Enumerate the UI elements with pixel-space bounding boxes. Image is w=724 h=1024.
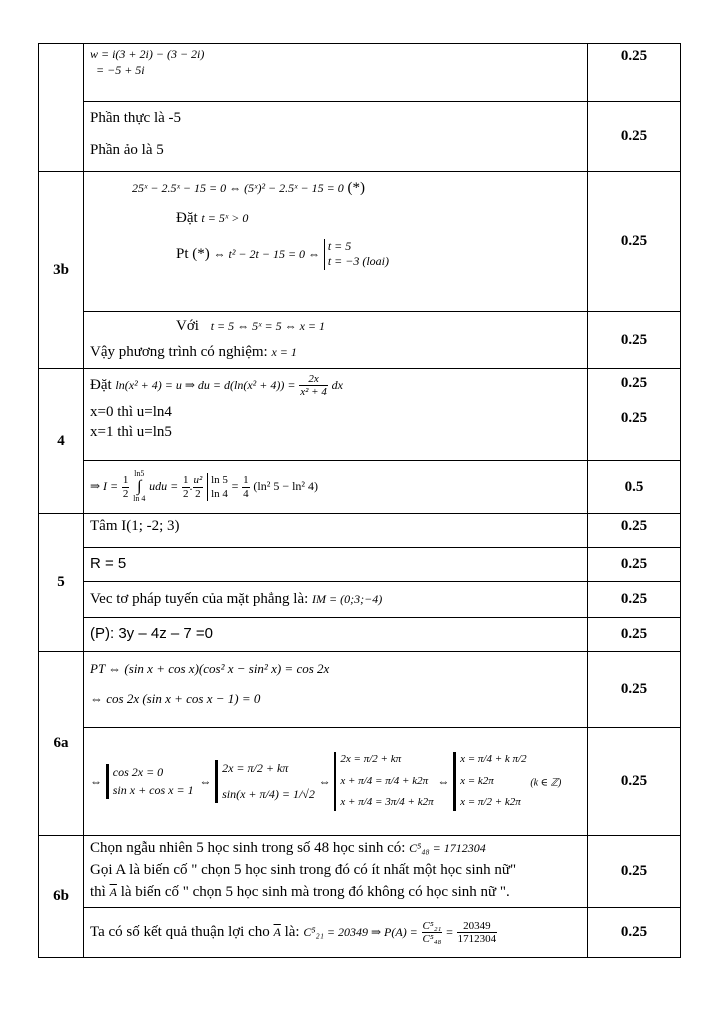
q6b-line-4: Ta có số kết quả thuận lợi cho $\overline{A}$ là: C⁵₂₁ = 20349 ⇒ P(A) = $\frac{\text{C⁵₂₁}}{\text{C⁵₄₈}}$ = $\frac{20349}{1712304}$: [90, 919, 497, 945]
q6a-sys-a1: cos 2x = 0: [112, 765, 164, 780]
q4-dat-word: Đặt: [90, 377, 112, 394]
score-cell: 0.25: [588, 652, 681, 728]
answer-table: [38, 43, 681, 958]
q4-int-post: (ln² 5 − ln² 4): [253, 479, 319, 494]
q6a-work-cell: [84, 652, 588, 728]
q4-lower-limit: ln 4: [133, 494, 146, 503]
q6a-systems-line: [90, 752, 583, 812]
q4-quarter-d: 4: [243, 487, 249, 500]
row-5-b: [39, 548, 681, 582]
q3b-substitution: [90, 208, 583, 228]
q4-limit-x0: x=0 thì u=ln4: [90, 404, 172, 421]
q3b-concl-word: Vậy phương trình có nghiệm:: [90, 344, 268, 361]
q6a-line-1: PT ⇔ (sin x + cos x)(cos² x − sin² x) = cos 2x: [90, 661, 330, 676]
q4-derivative-fraction: [299, 373, 328, 398]
row-label-3b: 3b: [39, 172, 84, 369]
q3b-conclusion-cell: [84, 312, 588, 369]
q6a-arrow-2: ⇔: [199, 773, 212, 788]
q4-int-udu: udu =: [149, 479, 179, 494]
q5-radius-cell: R = 5: [84, 548, 588, 582]
q6b-f1-den: C⁵₄₈: [422, 933, 442, 945]
q5-normal-vector-cell: [84, 582, 588, 618]
q3b-eq-math: 25ˣ − 2.5ˣ − 15 = 0 ⇔ (5ˣ)² − 2.5ˣ − 15 = 0: [132, 181, 344, 195]
q4-substitution: [90, 373, 583, 398]
q4-upper-limit: ln5: [134, 469, 145, 479]
q4-scores-cell: [588, 369, 681, 461]
q3b-voi-word: Với: [176, 318, 199, 334]
q6a-arrow-3: ⇔: [318, 773, 331, 788]
q3b-quadratic: [90, 239, 583, 270]
q6b-p3-pre: thì: [90, 883, 106, 900]
row-label-empty: [39, 44, 84, 172]
q3b-work-cell: [84, 172, 588, 312]
q6a-system-a: [106, 764, 196, 799]
q6b-p4-abar: $\overline{A}$: [273, 924, 281, 939]
q3b-eq-tag: (*): [347, 180, 365, 196]
q6a-line-2: ⇔ cos 2x (sin x + cos x − 1) = 0: [90, 690, 261, 706]
w-line-1: w = i(3 + 2i) − (3 − 2i): [90, 47, 205, 61]
row-label-4: 4: [39, 369, 84, 514]
score-cell: 0.25: [588, 172, 681, 312]
row-complex-w: [39, 44, 681, 102]
score-cell: 0.25: [588, 582, 681, 618]
score-cell: 0.25: [620, 410, 648, 426]
q6b-p1-math: C⁵₄₈ = 1712304: [409, 841, 486, 855]
q6b-probability-cell: [84, 908, 588, 958]
q6a-sys-b1: 2x = π/2 + kπ: [222, 761, 289, 776]
q3b-voi-line: [90, 316, 583, 336]
score-cell: 0.25: [588, 44, 681, 102]
row-label-6b: 6b: [39, 836, 84, 958]
q4-u2-n: u²: [193, 474, 203, 487]
q6a-arrow-4: ⇔: [437, 773, 450, 788]
q3b-voi-math: t = 5 ⇔ 5ˣ = 5 ⇔ x = 1: [210, 319, 326, 333]
q6a-sys-d2: x = k2π: [460, 774, 494, 787]
q6a-sys-b2: sin(x + π/4) = 1/√2: [222, 786, 315, 801]
q4-half2-d: 2: [183, 487, 189, 500]
q3b-cases: [324, 239, 389, 270]
score-cell: 0.25: [588, 102, 681, 172]
row-label-6a: 6a: [39, 652, 84, 836]
q6b-line-2: Gọi A là biến cố " chọn 5 học sinh trong đó có ít nhất một học sinh nữ": [90, 861, 517, 878]
q6b-f2-den: 1712304: [457, 933, 497, 945]
row-6a-a: [39, 652, 681, 728]
q6b-line-3: [90, 882, 583, 904]
q4-half-d: 2: [122, 487, 129, 500]
q6b-line-1: [90, 838, 583, 860]
complex-work-cell: [84, 44, 588, 102]
row-5-d: [39, 618, 681, 652]
q5-vec-word: Vec tơ pháp tuyến của mặt phẳng là:: [90, 591, 309, 608]
q5-plane-cell: (P): 3y – 4z – 7 =0: [84, 618, 588, 652]
q3b-pt-math: ⇔ t² − 2t − 15 = 0 ⇔: [213, 246, 321, 261]
q3b-conclusion-line: [90, 342, 583, 362]
q4-half-fraction: [122, 474, 130, 499]
q6b-f2-num: 20349: [457, 920, 498, 933]
q4-dat-math: ln(x² + 4) = u ⇒ du = d(ln(x² + 4)) =: [115, 378, 296, 393]
q4-u2-d: 2: [195, 487, 201, 500]
q4-half-n: 1: [122, 474, 129, 487]
w-line-2: = −5 + 5i: [96, 63, 145, 78]
q6a-system-b: [215, 760, 315, 803]
q6a-sys-c3: x + π/4 = 3π/4 + k2π: [340, 796, 434, 809]
q4-integral-line: ⇒ I = $\frac{1}{2}$ ln5 ∫ ln 4 udu = $\frac{1}{2}$ . $\frac{\text{u²}}{2}$ ln 5 ln 4 = $\frac{1}{4}$ (ln² 5 − ln² 4): [90, 469, 319, 503]
score-cell: 0.5: [588, 461, 681, 514]
q6a-system-c: [334, 752, 433, 812]
q4-evaluation-bar: [207, 473, 228, 502]
q4-limit-x1: x=1 thì u=ln5: [90, 424, 172, 441]
q6a-k-integer: (k ∈ ℤ): [530, 776, 562, 788]
q6a-sys-d1: x = π/4 + k π/2: [460, 752, 527, 765]
q3b-dat-math: t = 5ˣ > 0: [201, 211, 249, 226]
q4-u2-fraction: [193, 474, 204, 499]
score-cell: 0.25: [588, 908, 681, 958]
q4-quarter-n: 1: [243, 474, 249, 487]
score-cell: 0.25: [588, 548, 681, 582]
q3b-case-2: t = −3 (loai): [327, 254, 390, 269]
q6a-systems-cell: [84, 728, 588, 836]
q6b-p4-word2: là:: [284, 923, 300, 940]
q4-frac-num: 2x: [299, 373, 328, 386]
score-cell: 0.25: [588, 728, 681, 836]
q4-int-pre: ⇒ I =: [90, 479, 119, 494]
row-label-5: 5: [39, 514, 84, 652]
row-6b-b: [39, 908, 681, 958]
q4-quarter-fraction: [242, 474, 250, 499]
row-6b-a: [39, 836, 681, 908]
real-part-text: Phần thực là -5: [90, 110, 182, 126]
q4-work-cell: [84, 369, 588, 461]
q4-integral-limits: [133, 470, 145, 504]
row-5-a: [39, 514, 681, 548]
q6b-p4-word: Ta có số kết quả thuận lợi cho: [90, 923, 270, 940]
q6a-sys-d3: x = π/2 + k2π: [460, 796, 521, 809]
row-5-c: [39, 582, 681, 618]
q6b-p1-word: Chọn ngẫu nhiên 5 học sinh trong số 48 học sinh có:: [90, 840, 406, 856]
q3b-case-1: t = 5: [327, 238, 352, 253]
score-cell: 0.25: [588, 514, 681, 548]
q6a-arrow-1: ⇔: [90, 773, 102, 788]
integral-sign-icon: ∫: [137, 478, 142, 495]
q3b-pt-word: Pt (*): [176, 245, 210, 262]
row-4-a: [39, 369, 681, 461]
q3b-dat-word: Đặt: [176, 210, 198, 227]
answer-table-page: [38, 43, 681, 958]
q6a-sys-c1: 2x = π/2 + kπ: [340, 752, 402, 765]
q6b-f1-num: C⁵₂₁: [422, 919, 442, 932]
row-3b-a: [39, 172, 681, 312]
row-real-imag: [39, 102, 681, 172]
row-3b-b: [39, 312, 681, 369]
imag-part-text: Phần ảo là 5: [90, 142, 164, 159]
q5-center-cell: Tâm I(1; -2; 3): [84, 514, 588, 548]
score-cell: 0.25: [620, 375, 648, 391]
q3b-concl-math: x = 1: [271, 345, 297, 360]
score-cell: 0.25: [588, 836, 681, 908]
q6b-comb-fraction: [422, 920, 443, 945]
score-cell: 0.25: [588, 618, 681, 652]
q4-frac-den: x² + 4: [300, 386, 327, 399]
q4-half-fraction-2: [182, 474, 190, 499]
q6b-value-fraction: [457, 920, 498, 945]
q5-vec-math: IM = (0;3;−4): [312, 592, 383, 607]
q6a-system-d: [453, 752, 527, 812]
q3b-equation: [90, 178, 583, 198]
score-cell: 0.25: [588, 312, 681, 369]
q4-eval-top: ln 5: [211, 473, 228, 486]
q4-half2-n: 1: [183, 474, 189, 487]
q6b-work-cell: [84, 836, 588, 908]
q6b-p4-math: C⁵₂₁ = 20349 ⇒ P(A) =: [303, 924, 418, 939]
q6a-sys-c2: x + π/4 = π/4 + k2π: [340, 774, 429, 787]
q6a-sys-a2: sin x + cos x = 1: [112, 782, 194, 797]
q4-eval-bot: ln 4: [211, 488, 228, 500]
q4-integral-cell: [84, 461, 588, 514]
row-6a-b: [39, 728, 681, 836]
q4-dx: dx: [331, 378, 343, 393]
q6b-p3-post: là biến cố " chọn 5 học sinh mà trong đó không có học sinh nữ ".: [120, 883, 510, 900]
q6b-p3-abar: $\overline{A}$: [109, 884, 117, 899]
row-4-b: [39, 461, 681, 514]
real-imag-cell: [84, 102, 588, 172]
